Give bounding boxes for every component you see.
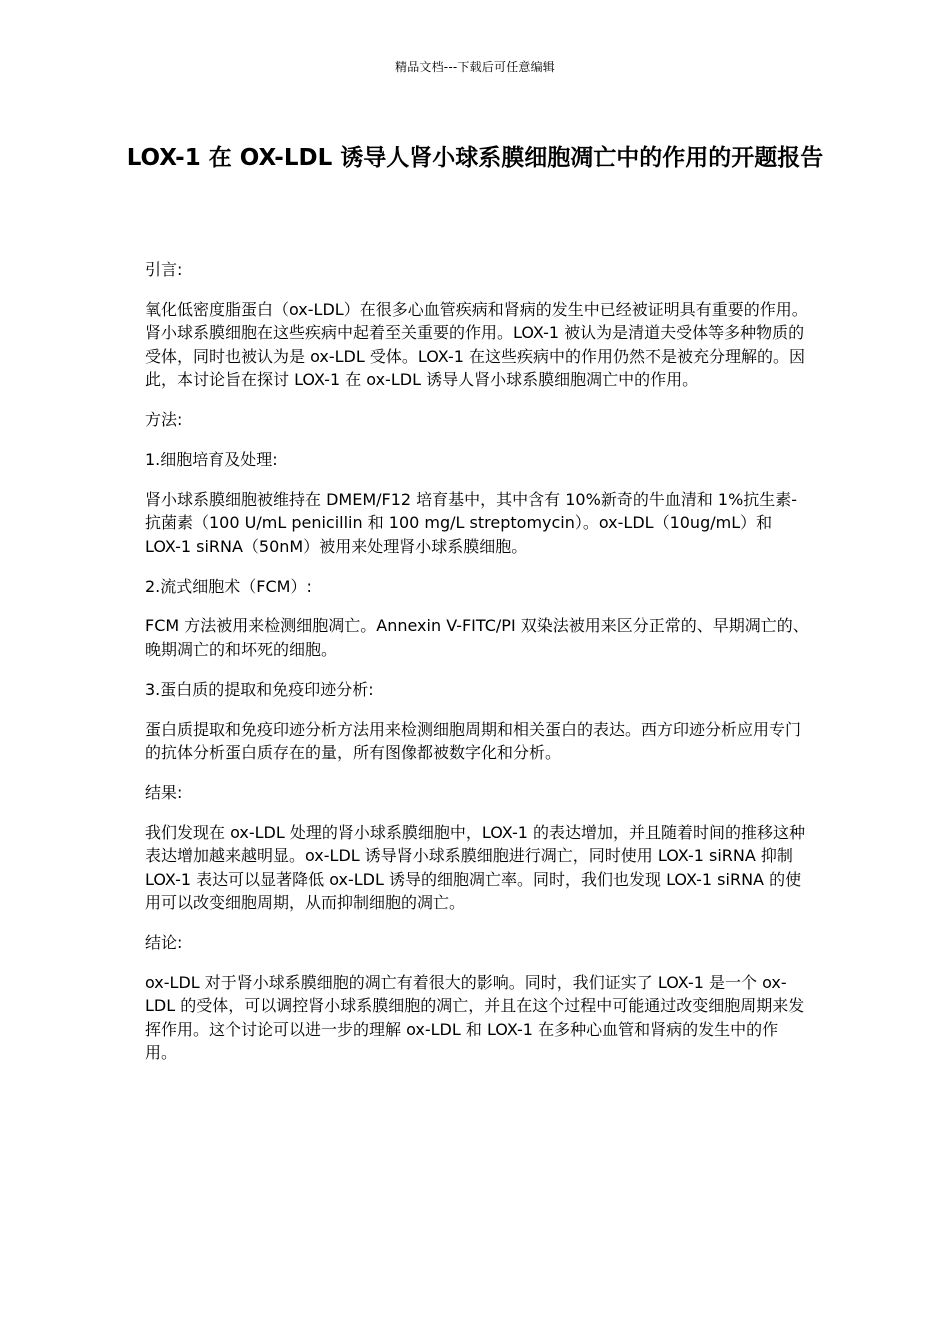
method3-heading: 3.蛋白质的提取和免疫印迹分析: bbox=[145, 679, 374, 699]
methods-heading: 方法: bbox=[145, 410, 183, 430]
document-title: LOX-1 在 OX-LDL 诱导人肾小球系膜细胞凋亡中的作用的开题报告 bbox=[126, 145, 824, 171]
document-body bbox=[145, 258, 810, 1081]
intro-paragraph: 氧化低密度脂蛋白（ox-LDL）在很多心血管疾病和肾病的发生中已经被证明具有重要的作用。肾小球系膜细胞在这些疾病中起着至关重要的作用。LOX-1 被认为是清道夫受体等多种物质的受体，同时也被认为是 ox-LDL 受体。LOX-1 在这些疾病中的作用仍然不是被充分理解的。因此，本讨论旨在探讨 LOX-1 在 ox-LDL 诱导人肾小球系膜细胞凋亡中的作用。 bbox=[145, 299, 808, 390]
intro-heading: 引言: bbox=[145, 260, 183, 279]
method2-heading: 2.流式细胞术（FCM）: bbox=[145, 576, 312, 596]
conclusion-paragraph: ox-LDL 对于肾小球系膜细胞的凋亡有着很大的影响。同时，我们证实了 LOX-1 是一个 ox-LDL 的受体，可以调控肾小球系膜细胞的凋亡，并且在这个过程中可能通过改变细胞周期来发挥作用。这个讨论可以进一步的理解 ox-LDL 和 LOX-1 在多种心血管和肾病的发生中的作用。 bbox=[145, 972, 805, 1063]
results-heading: 结果: bbox=[145, 783, 183, 802]
method3-paragraph: 蛋白质提取和免疫印迹分析方法用来检测细胞周期和相关蛋白的表达。西方印迹分析应用专门的抗体分析蛋白质存在的量，所有图像都被数字化和分析。 bbox=[145, 719, 802, 763]
method1-paragraph: 肾小球系膜细胞被维持在 DMEM/F12 培育基中，其中含有 10%新奇的牛血清和 1%抗生素-抗菌素（100 U/mL penicillin 和 100 mg/L streptomycin）。ox-LDL（10ug/mL）和 LOX-1 siRNA（50nM）被用来处理肾小球系膜细胞。 bbox=[145, 489, 798, 556]
method1-heading: 1.细胞培育及处理: bbox=[145, 449, 278, 469]
header-note: 精品文档---下载后可任意编辑 bbox=[395, 60, 555, 74]
conclusion-heading: 结论: bbox=[145, 933, 183, 953]
results-paragraph: 我们发现在 ox-LDL 处理的肾小球系膜细胞中，LOX-1 的表达增加，并且随着时间的推移这种表达增加越来越明显。ox-LDL 诱导肾小球系膜细胞进行凋亡，同时使用 LOX-1 siRNA 抑制 LOX-1 表达可以显著降低 ox-LDL 诱导的细胞凋亡率。同时，我们也发现 LOX-1 siRNA 的使用可以改变细胞周期，从而抑制细胞的凋亡。 bbox=[145, 822, 805, 913]
method2-paragraph: FCM 方法被用来检测细胞凋亡。Annexin V-FITC/PI 双染法被用来区分正常的、早期凋亡的、晚期凋亡的和坏死的细胞。 bbox=[145, 616, 809, 659]
